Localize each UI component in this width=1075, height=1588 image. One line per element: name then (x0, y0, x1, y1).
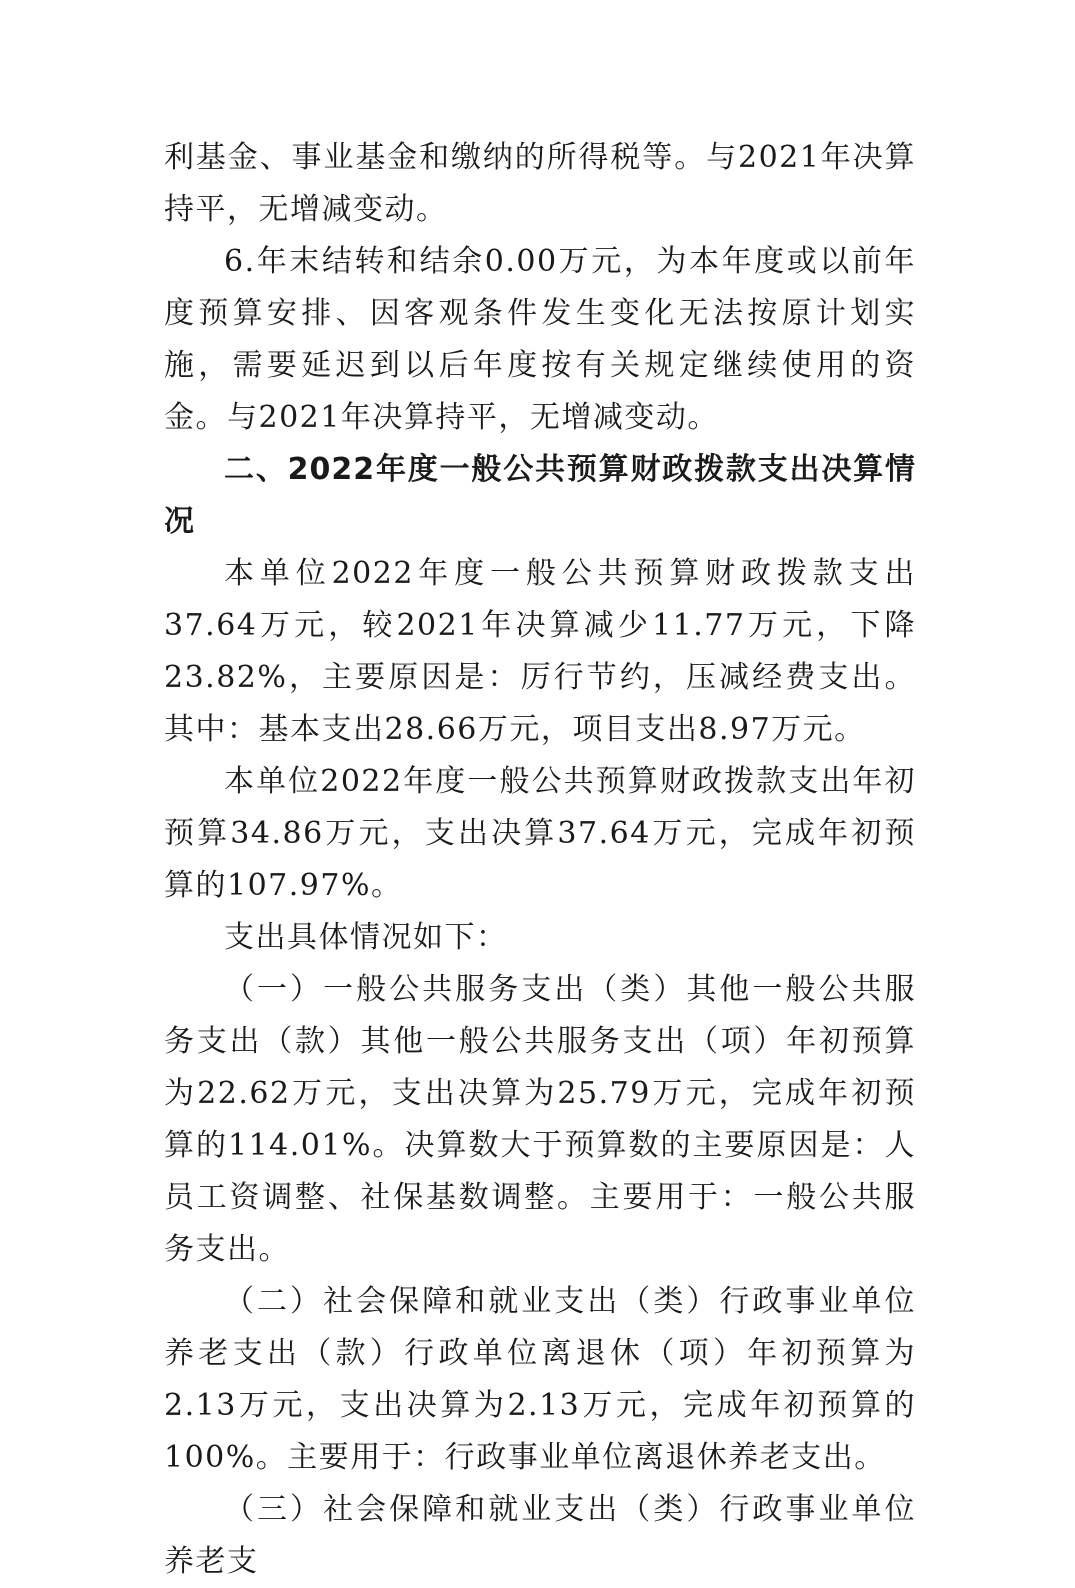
document-body (164, 132, 916, 1588)
paragraph-budget-completion: 本单位2022年度一般公共预算财政拨款支出年初预算34.86万元，支出决算37.64万元，完成年初预算的107.97%。 (164, 764, 916, 903)
paragraph-total-expenditure: 本单位2022年度一般公共预算财政拨款支出37.64万元，较2021年决算减少11.77万元，下降23.82%，主要原因是：厉行节约，压减经费支出。其中：基本支出28.66万元，项目支出8.97万元。 (164, 556, 916, 747)
section-heading: 二、2022年度一般公共预算财政拨款支出决算情况 (164, 452, 916, 539)
paragraph-continuation: 利基金、事业基金和缴纳的所得税等。与2021年决算持平，无增减变动。 (164, 140, 916, 227)
paragraph-item-3: （三）社会保障和就业支出（类）行政事业单位养老支 (164, 1492, 916, 1579)
paragraph-item-2: （二）社会保障和就业支出（类）行政事业单位养老支出（款）行政单位离退休（项）年初预算为2.13万元，支出决算为2.13万元，完成年初预算的100%。主要用于：行政事业单位离退休养老支出。 (164, 1284, 916, 1475)
paragraph-carryover-balance: 6.年末结转和结余0.00万元，为本年度或以前年度预算安排、因客观条件发生变化无法按原计划实施，需要延迟到以后年度按有关规定继续使用的资金。与2021年决算持平，无增减变动。 (164, 244, 916, 435)
paragraph-details-intro: 支出具体情况如下： (224, 920, 508, 955)
paragraph-item-1: （一）一般公共服务支出（类）其他一般公共服务支出（款）其他一般公共服务支出（项）年初预算为22.62万元，支出决算为25.79万元，完成年初预算的114.01%。决算数大于预算数的主要原因是：人员工资调整、社保基数调整。主要用于：一般公共服务支出。 (164, 972, 916, 1267)
